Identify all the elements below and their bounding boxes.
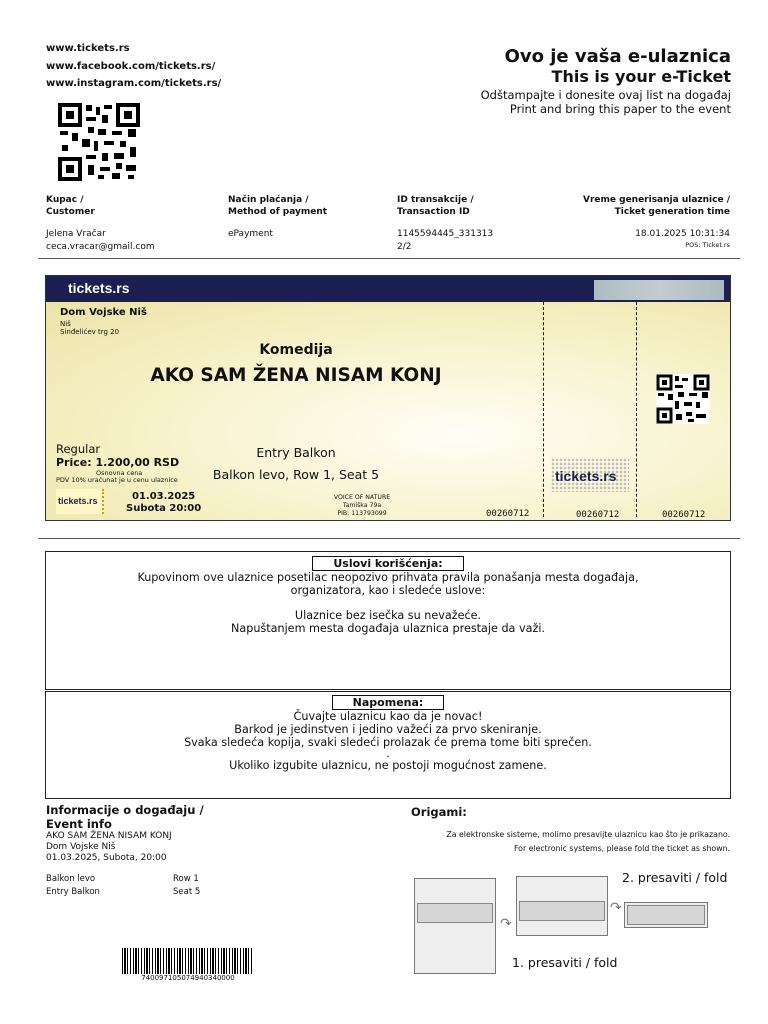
event-info-entry: Entry Balkon (46, 887, 100, 897)
ticket-city: Niš (60, 320, 71, 328)
event-info-section: Balkon levo (46, 874, 96, 884)
origami-text-en: For electronic systems, please fold the ticket as shown. (513, 844, 730, 853)
event-info-heading-en: Event info (46, 817, 112, 831)
fold-strip-1 (417, 903, 493, 923)
qr-code-icon (58, 103, 140, 181)
serial-main: 00260712 (486, 509, 530, 519)
instagram-link[interactable]: www.instagram.com/tickets.rs/ (46, 78, 222, 89)
ticket-day-time: Subota 20:00 (126, 503, 202, 514)
fold-2-label: 2. presaviti / fold (622, 870, 728, 885)
organizer-address: Tamiška 79a (342, 502, 382, 509)
transaction-label-en: Transaction ID (397, 207, 470, 217)
transaction-count: 2/2 (397, 242, 412, 252)
ticket-venue: Dom Vojske Niš (60, 307, 147, 318)
customer-email: ceca.vracar@gmail.com (46, 242, 155, 252)
mini-logo-text: tickets.rs (58, 496, 98, 506)
organizer-block (276, 494, 448, 518)
arrow-icon-2: ↷ (610, 900, 622, 916)
event-info-datetime: 01.03.2025, Subota, 20:00 (46, 853, 167, 863)
website-link[interactable]: www.tickets.rs (46, 43, 130, 54)
customer-column (46, 194, 155, 254)
ticket-seat: Balkon levo, Row 1, Seat 5 (212, 467, 380, 482)
fold-1-label: 1. presaviti / fold (512, 955, 618, 970)
fold-step-2 (516, 876, 608, 936)
pos-label: POS: Ticket.rs (685, 241, 730, 249)
note-line-1: Čuvajte ulaznicu kao da je novac! (293, 710, 483, 723)
note-line-3: Svaka sledeća kopija, svaki sledeći prolazak će prema tome biti sprečen. (184, 736, 592, 749)
transaction-id: 1145594445_331313 (397, 229, 494, 239)
terms-line-4: Napuštanjem mesta događaja ulaznica prestaje da važi. (231, 622, 545, 635)
serial-stub-1: 00260712 (576, 510, 620, 520)
ticket-address: Sinđelićev trg 20 (60, 328, 120, 336)
event-info-seat: Seat 5 (173, 887, 201, 897)
instruction-en: Print and bring this paper to the event (509, 102, 731, 116)
customer-label-sr: Kupac / (46, 195, 84, 205)
header-links (46, 40, 221, 93)
fold-strip-3 (627, 905, 705, 925)
terms-line-3: Ulaznice bez isečka su nevažeće. (294, 609, 482, 622)
payment-value: ePayment (228, 229, 273, 239)
arrow-icon-1: ↷ (500, 916, 512, 932)
note-title: Napomena: (332, 695, 445, 710)
terms-line-2: organizatora, kao i sledeće uslove: (290, 584, 486, 597)
event-seat-right (173, 873, 200, 899)
ticket-qr-icon (656, 374, 710, 424)
event-info-show: AKO SAM ŽENA NISAM KONJ (46, 831, 172, 841)
transaction-column (397, 194, 493, 254)
event-info (46, 803, 204, 864)
payment-label-sr: Način plaćanja / (228, 195, 309, 205)
fold-step-1 (414, 878, 496, 974)
instruction-sr: Odštampajte i donesite ovaj list na događaj (480, 88, 731, 102)
event-info-venue: Dom Vojske Niš (46, 842, 116, 852)
time-column (583, 194, 730, 249)
title-sr: Ovo je vaša e-ulaznica (504, 46, 731, 67)
title-en: This is your e-Ticket (551, 67, 731, 86)
vat-note: PDV 10% uračunat je u cenu ulaznice (56, 476, 178, 484)
perforation-2 (636, 302, 637, 517)
ticket-price: Price: 1.200,00 RSD (56, 456, 180, 469)
note-line-2: Barkod je jedinstven i jedino važeći za prvo skeniranje. (234, 723, 542, 736)
ticket-entry: Entry Balkon (256, 445, 336, 460)
note-panel (45, 691, 731, 799)
transaction-label-sr: ID transakcije / (397, 195, 474, 205)
ticket-genre: Komedija (259, 342, 333, 358)
event-info-row: Row 1 (173, 874, 199, 884)
ticket-brand-logo: tickets.rs (68, 280, 130, 296)
payment-column (228, 194, 327, 241)
event-seat-left (46, 873, 100, 899)
stub-logo (551, 458, 629, 492)
stub-logo-text: tickets.rs (555, 468, 617, 484)
payment-label-en: Method of payment (228, 207, 328, 217)
event-info-heading-sr: Informacije o događaju / (46, 803, 204, 817)
header-right (371, 46, 731, 116)
organizer-name: VOICE OF NATURE (333, 494, 391, 501)
ticket (45, 275, 731, 521)
perforation-1 (543, 302, 544, 517)
barcode-number: 740097105074940340000 (141, 974, 235, 982)
time-label-sr: Vreme generisanja ulaznice / (583, 195, 730, 205)
customer-label-en: Customer (46, 207, 95, 217)
customer-name: Jelena Vračar (46, 229, 106, 239)
facebook-link[interactable]: www.facebook.com/tickets.rs/ (46, 60, 216, 72)
note-line-4: Ukoliko izgubite ulaznicu, ne postoji mogućnost zamene. (229, 759, 547, 772)
note-dot: . (386, 747, 390, 760)
terms-title: Uslovi korišćenja: (312, 556, 463, 571)
mini-logo (56, 489, 104, 514)
ticket-type: Regular (56, 442, 101, 456)
serial-stub-2: 00260712 (662, 510, 706, 520)
organizer-pib: PIB: 113793099 (337, 510, 387, 517)
ticket-date: 01.03.2025 (132, 491, 196, 502)
divider-2 (38, 538, 740, 539)
time-label-en: Ticket generation time (614, 207, 730, 217)
price-base-note: Osnovna cena (96, 469, 143, 477)
origami-text-sr: Za elektronske sisteme, molimo presavijte ulaznicu kao što je prikazano. (446, 830, 730, 839)
fold-step-3 (624, 902, 708, 928)
barcode (122, 948, 254, 974)
origami-heading: Origami: (411, 805, 467, 819)
ticket-show-title: AKO SAM ŽENA NISAM KONJ (150, 365, 442, 386)
terms-line-1: Kupovinom ove ulaznice posetilac neopozivo prihvata pravila ponašanja mesta događaja, (137, 571, 639, 584)
time-value: 18.01.2025 10:31:34 (635, 229, 730, 239)
divider (38, 258, 740, 259)
hologram-strip (594, 280, 724, 300)
terms-panel (45, 551, 731, 690)
fold-strip-2 (519, 901, 605, 921)
origami-text (446, 828, 730, 856)
